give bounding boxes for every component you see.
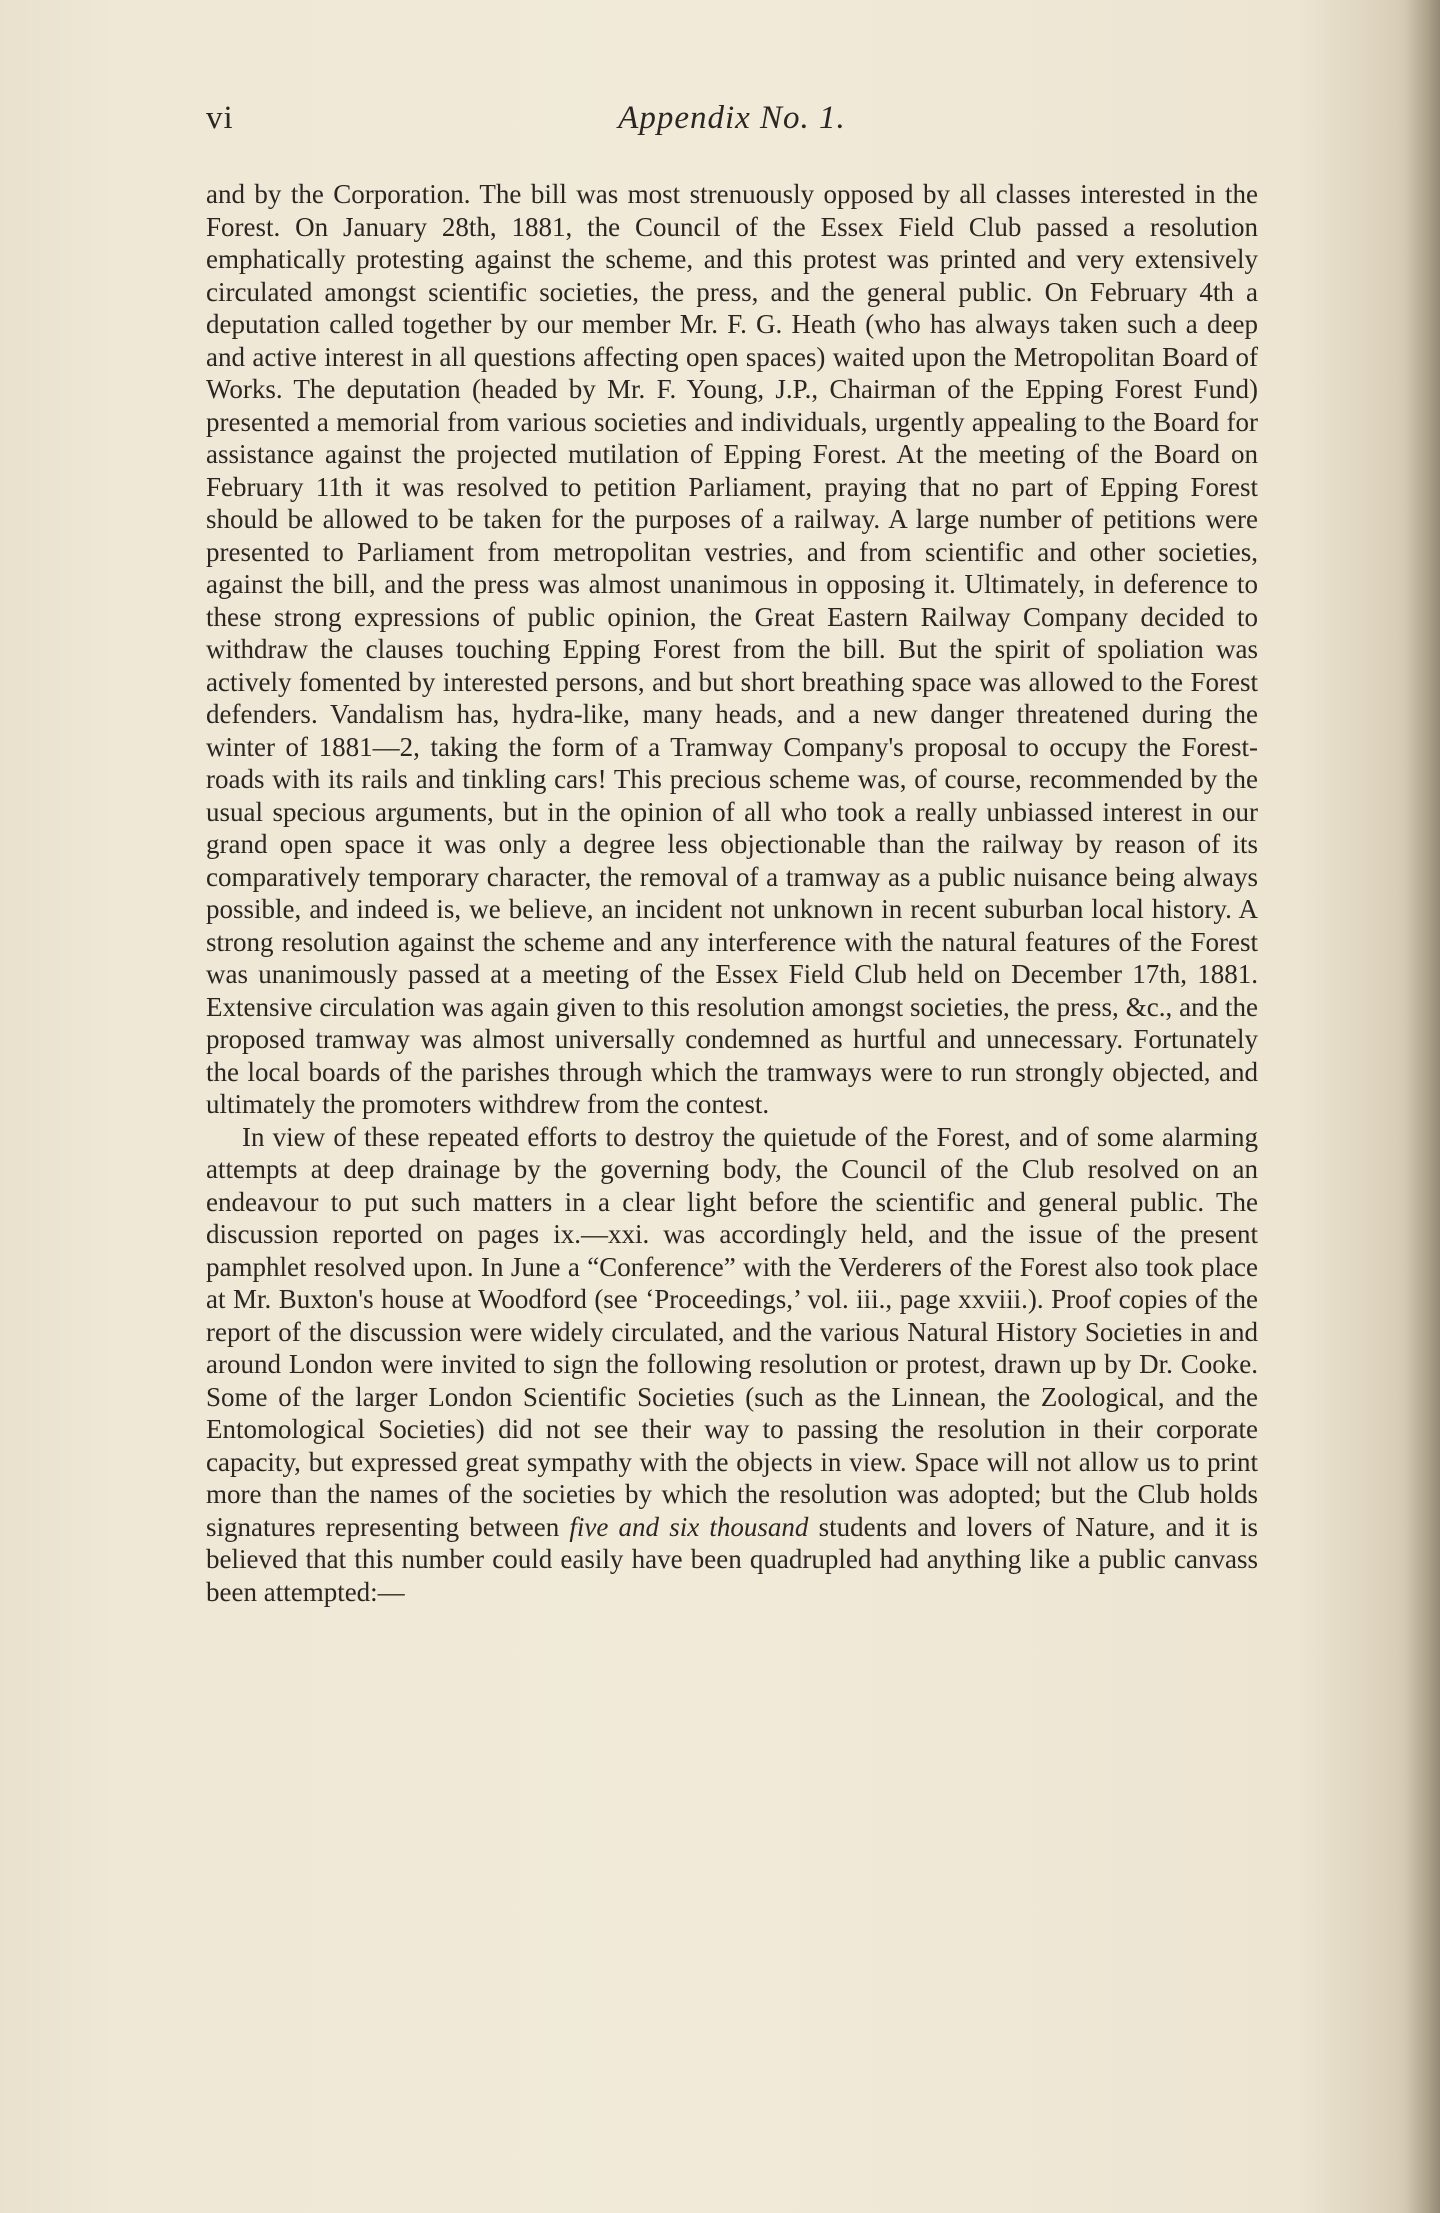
running-title: Appendix No. 1. — [618, 100, 846, 136]
page-number: vi — [206, 100, 234, 136]
running-header — [206, 100, 1258, 152]
paragraph-2 — [206, 1121, 1258, 1609]
paragraph-2-emphasis: five and six thousand — [569, 1511, 809, 1542]
paragraph-2-text-start: In view of these repeated efforts to destroy the quietude of the Forest, and of some alarming attempts at deep drainage by the governing body, the Council of the Club resolved on an endeavour to put such matters in a clear light before the scientific and general public. The discussion reported on pages ix.—xxi. was accordingly held, and the issue of the present pamphlet resolved upon. In June a “Conference” with the Verderers of the Forest also took place at Mr. Buxton's house at Woodford (see ‘Proceedings,’ vol. iii., page xxviii.). Proof copies of the report of the discussion were widely circulated, and the various Natural History Societies in and around London were invited to sign the following resolution or protest, drawn up by Dr. Cooke. Some of the larger London Scientific Societies (such as the Linnean, the Zoological, and the Entomological Societies) did not see their way to passing the resolution in their corporate capacity, but expressed great sympathy with the objects in view. Space will not allow us to print more than the names of the societies by which the resolution was adopted; but the Club holds signatures representing between — [206, 1121, 1258, 1542]
page-gutter-shadow — [1406, 0, 1440, 2213]
paragraph-2-text-end: students and lovers of Nature, and it is believed that this number could easily have been quadrupled had anything like a public canvass been attempted:— — [206, 1511, 1258, 1607]
paragraph-1: and by the Corporation. The bill was most strenuously opposed by all classes interested in the Forest. On January 28th, 1881, the Council of the Essex Field Club passed a resolution emphatically protesting against the scheme, and this protest was printed and very extensively circulated amongst scientific societies, the press, and the general public. On February 4th a deputation called together by our member Mr. F. G. Heath (who has always taken such a deep and active interest in all questions affecting open spaces) waited upon the Metropolitan Board of Works. The deputation (headed by Mr. F. Young, J.P., Chairman of the Epping Forest Fund) presented a memorial from various societies and individuals, urgently appealing to the Board for assistance against the projected mutilation of Epping Forest. At the meeting of the Board on February 11th it was resolved to petition Parliament, praying that no part of Epping Forest should be allowed to be taken for the purposes of a railway. A large number of petitions were presented to Parliament from metropolitan vestries, and from scientific and other societies, against the bill, and the press was almost unanimous in opposing it. Ultimately, in deference to these strong expressions of public opinion, the Great Eastern Railway Company decided to withdraw the clauses touching Epping Forest from the bill. But the spirit of spoliation was actively fomented by interested persons, and but short breathing space was allowed to the Forest defenders. Vandalism has, hydra-like, many heads, and a new danger threatened during the winter of 1881—2, taking the form of a Tramway Company's proposal to occupy the Forest-roads with its rails and tinkling cars! This precious scheme was, of course, recommended by the usual specious arguments, but in the opinion of all who took a really unbiassed interest in our grand open space it was only a degree less objectionable than the railway by reason of its comparatively temporary character, the removal of a tramway as a public nuisance being always possible, and indeed is, we believe, an incident not unknown in recent suburban local history. A strong resolution against the scheme and any interference with the natural features of the Forest was unanimously passed at a meeting of the Essex Field Club held on December 17th, 1881. Extensive circulation was again given to this resolution amongst societies, the press, &c., and the proposed tramway was almost universally condemned as hurtful and unnecessary. Fortunately the local boards of the parishes through which the tramways were to run strongly objected, and ultimately the promoters withdrew from the contest. — [206, 179, 1258, 1119]
body-text — [206, 178, 1258, 1608]
